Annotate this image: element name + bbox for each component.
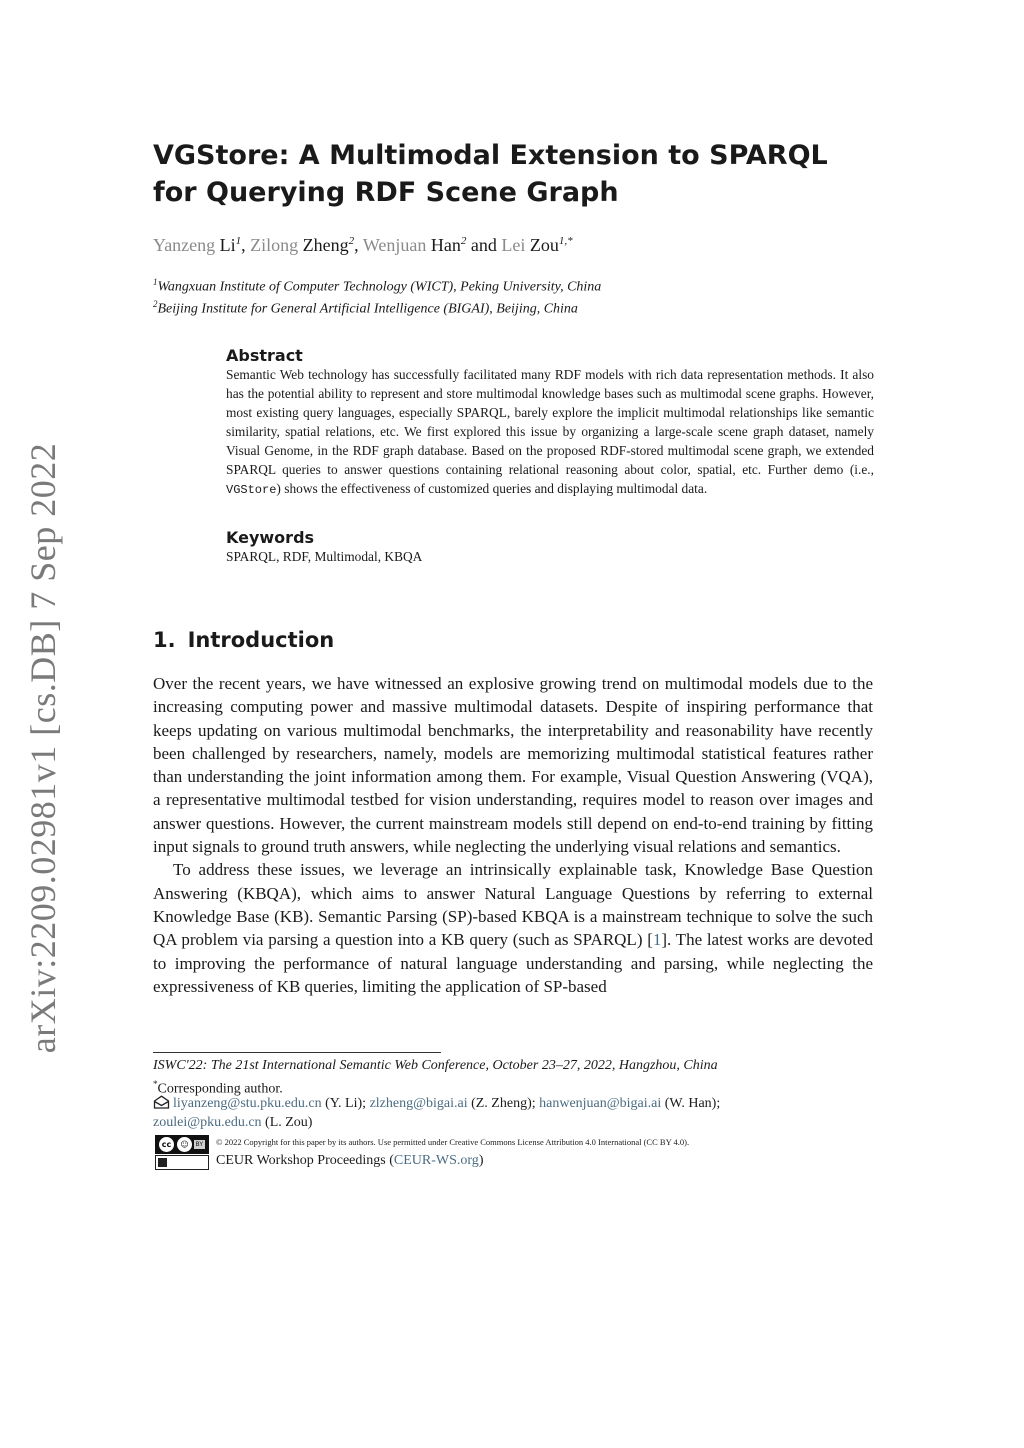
attribution-icon: ☺ (177, 1137, 192, 1152)
corresponding-mark: * (153, 1079, 158, 1089)
section-number: 1. (153, 628, 176, 652)
author-family-name: Han (430, 235, 461, 255)
email-line (153, 1095, 720, 1113)
intro-text: To address these issues, we leverage an intrinsically explainable task, Knowledge Base Question Answering (KBQA), which aims to answer Natural Language Questions by referring to external Knowledge Base (KB). Semantic Parsing (SP)-based KBQA is a mainstream technique to solve the such QA problem via parsing a question into a KB query (such as SPARQL) [ (153, 860, 873, 950)
license-text: © 2022 Copyright for this paper by its authors. Use permitted under Creative Commons License Attribution 4.0 International (CC BY 4.0). (216, 1137, 690, 1147)
envelope-icon (153, 1095, 170, 1109)
ceur-logo (155, 1155, 209, 1170)
ceur-text: CEUR Workshop Proceedings ( (216, 1153, 394, 1168)
affiliation-text: Wangxuan Institute of Computer Technology (WICT), Peking University, China (157, 279, 602, 295)
abstract-code: VGStore (226, 483, 277, 497)
conference-note: ISWC'22: The 21st International Semantic Web Conference, October 23–27, 2022, Hangzhou, China (153, 1058, 718, 1073)
author-separator: , (241, 235, 251, 255)
cc-license-badge (155, 1135, 209, 1154)
author-affil-mark: 2 (460, 235, 467, 247)
author-given-name: Wenjuan (362, 235, 427, 255)
email-link[interactable]: zlzheng@bigai.ai (369, 1096, 468, 1111)
intro-text: ]. The latest works are devoted to improving the performance of natural language understanding and parsing, while neglecting the expressiveness of KB queries, limiting the application of SP-based (153, 930, 873, 996)
ceur-link[interactable]: CEUR-WS.org (393, 1153, 479, 1168)
abstract-text (226, 365, 874, 500)
affiliation-mark: 1 (153, 277, 158, 287)
intro-paragraph-2 (153, 858, 873, 998)
paper-title: VGStore: A Multimodal Extension to SPARQL for Querying RDF Scene Graph (153, 140, 828, 208)
email-link[interactable]: zoulei@pku.edu.cn (153, 1115, 262, 1130)
email-owner: (W. Han); (661, 1096, 721, 1111)
by-icon: BY (195, 1141, 203, 1148)
author-affil-mark: 1,* (558, 235, 573, 247)
author-given-name: Yanzeng (153, 235, 216, 255)
section-title: Introduction (187, 628, 335, 652)
author-family-name: Li (219, 235, 236, 255)
email-link[interactable]: hanwenjuan@bigai.ai (539, 1096, 662, 1111)
intro-paragraph-1: Over the recent years, we have witnessed an explosive growing trend on multimodal models due to the increasing computing power and massive multimodal datasets. Despite of inspiring performance that keeps updating on various multimodal benchmarks, the interpretability and reasonability have recently been challenged by researchers, namely, models are memorizing multimodal statistical features rather than understanding the joint information among them. For example, Visual Question Answering (VQA), a representative multimodal testbed for vision understanding, requires model to reason over images and answer questions. However, the current mainstream models still depend on end-to-end training by fitting input signals to ground truth answers, while neglecting the underlying visual relations and semantics. (153, 674, 873, 857)
citation-link[interactable]: 1 (652, 930, 662, 950)
affiliation (153, 295, 578, 319)
ceur-line (216, 1152, 483, 1170)
email-owner: (L. Zou) (261, 1115, 313, 1130)
abstract-heading: Abstract (226, 346, 303, 365)
abstract-text-part: Semantic Web technology has successfully facilitated many RDF models with rich data representation methods. It also has the potential ability to represent and store multimodal knowledge bases such as multimodal scene graphs. However, most existing query languages, especially SPARQL, barely explore the implicit multimodal relationships like semantic similarity, spatial relations, etc. We first explored this issue by organizing a large-scale scene graph dataset, namely Visual Genome, in the RDF graph database. Based on the proposed RDF-stored multimodal scene graph, we extended SPARQL queries to answer questions containing relational reasoning about color, spatial, etc. Further demo (i.e., (226, 367, 874, 477)
keywords-text: SPARQL, RDF, Multimodal, KBQA (226, 549, 423, 564)
author-separator: and (466, 235, 502, 255)
keywords (226, 528, 874, 566)
author-given-name: Lei (501, 235, 526, 255)
author-list (153, 229, 573, 257)
introduction-body (153, 672, 873, 998)
author-family-name: Zou (529, 235, 559, 255)
abstract-text-part: ) shows the effectiveness of customized queries and displaying multimodal data. (276, 481, 708, 496)
email-owner: (Y. Li); (321, 1096, 370, 1111)
arxiv-stamp (12, 442, 74, 1054)
email-owner: (Z. Zheng); (467, 1096, 540, 1111)
abstract (226, 346, 874, 500)
affiliation-mark: 2 (153, 299, 158, 309)
author-family-name: Zheng (302, 235, 349, 255)
email-line (153, 1114, 312, 1132)
keywords-heading: Keywords (226, 528, 315, 547)
affiliation (153, 273, 601, 297)
arxiv-stamp-text: arXiv:2209.02981v1 [cs.DB] 7 Sep 2022 (23, 442, 64, 1054)
ceur-text: ) (478, 1153, 484, 1168)
author-separator: , (354, 235, 363, 255)
section-heading (153, 626, 334, 654)
corresponding-text: Corresponding author. (157, 1081, 283, 1097)
affiliation-text: Beijing Institute for General Artificial Intelligence (BIGAI), Beijing, China (157, 301, 578, 317)
author-given-name: Zilong (250, 235, 299, 255)
author-affil-mark: 2 (348, 235, 355, 247)
cc-icon: cc (159, 1137, 174, 1152)
email-link[interactable]: liyanzeng@stu.pku.edu.cn (173, 1096, 322, 1111)
footnote-rule (153, 1052, 441, 1053)
ceur-logo-mark (158, 1158, 167, 1167)
author-affil-mark: 1 (235, 235, 242, 247)
